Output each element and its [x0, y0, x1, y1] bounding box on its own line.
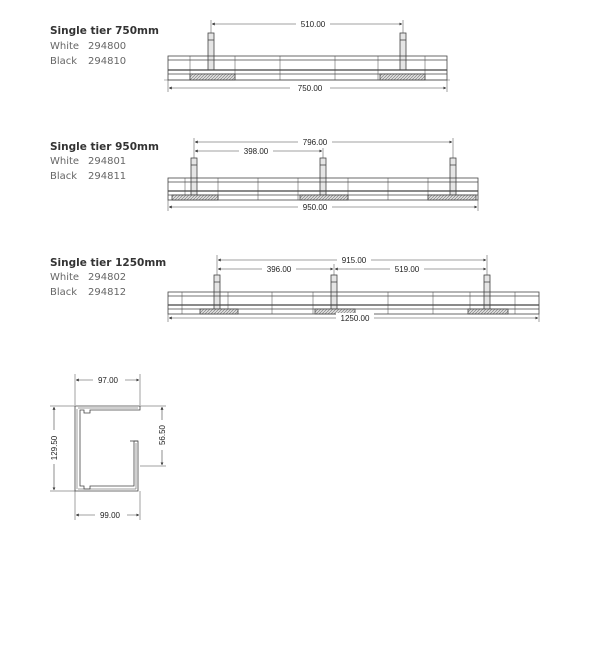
variant-code: 294801: [88, 156, 127, 167]
dim-profile-bottom-width: 99.00: [99, 511, 121, 520]
rail-950-drawing: [168, 138, 478, 211]
dim-profile-inner-height: 56.50: [158, 424, 167, 446]
dim-1250-sub-left: 396.00: [266, 265, 292, 274]
product-title-750: Single tier 750mm: [50, 25, 159, 37]
dim-950-overall: 950.00: [302, 203, 328, 212]
dim-950-spacing: 796.00: [302, 138, 328, 147]
product-title-1250: Single tier 1250mm: [50, 257, 167, 269]
variant-code: 294810: [88, 56, 127, 67]
variant-code: 294811: [88, 171, 127, 182]
product-title-950: Single tier 950mm: [50, 141, 159, 153]
variant-code: 294802: [88, 272, 127, 283]
variant-color: Black: [50, 287, 78, 298]
variant-color: Black: [50, 171, 78, 182]
rail-1250-drawing: [168, 255, 539, 322]
variant-code: 294812: [88, 287, 127, 298]
dim-profile-top-width: 97.00: [97, 376, 119, 385]
variant-color: Black: [50, 56, 78, 67]
rail-750-drawing: [164, 20, 450, 92]
variant-code: 294800: [88, 41, 127, 52]
dim-750-spacing: 510.00: [300, 20, 326, 29]
variant-color: White: [50, 156, 80, 167]
dim-750-overall: 750.00: [297, 84, 323, 93]
dim-950-sub: 398.00: [243, 147, 269, 156]
dim-1250-spacing: 915.00: [341, 256, 367, 265]
variant-color: White: [50, 272, 80, 283]
variant-color: White: [50, 41, 80, 52]
dim-1250-overall: 1250.00: [340, 314, 370, 323]
profile-section-drawing: [50, 374, 166, 520]
dim-1250-sub-right: 519.00: [394, 265, 420, 274]
dim-profile-height: 129.50: [50, 435, 59, 461]
